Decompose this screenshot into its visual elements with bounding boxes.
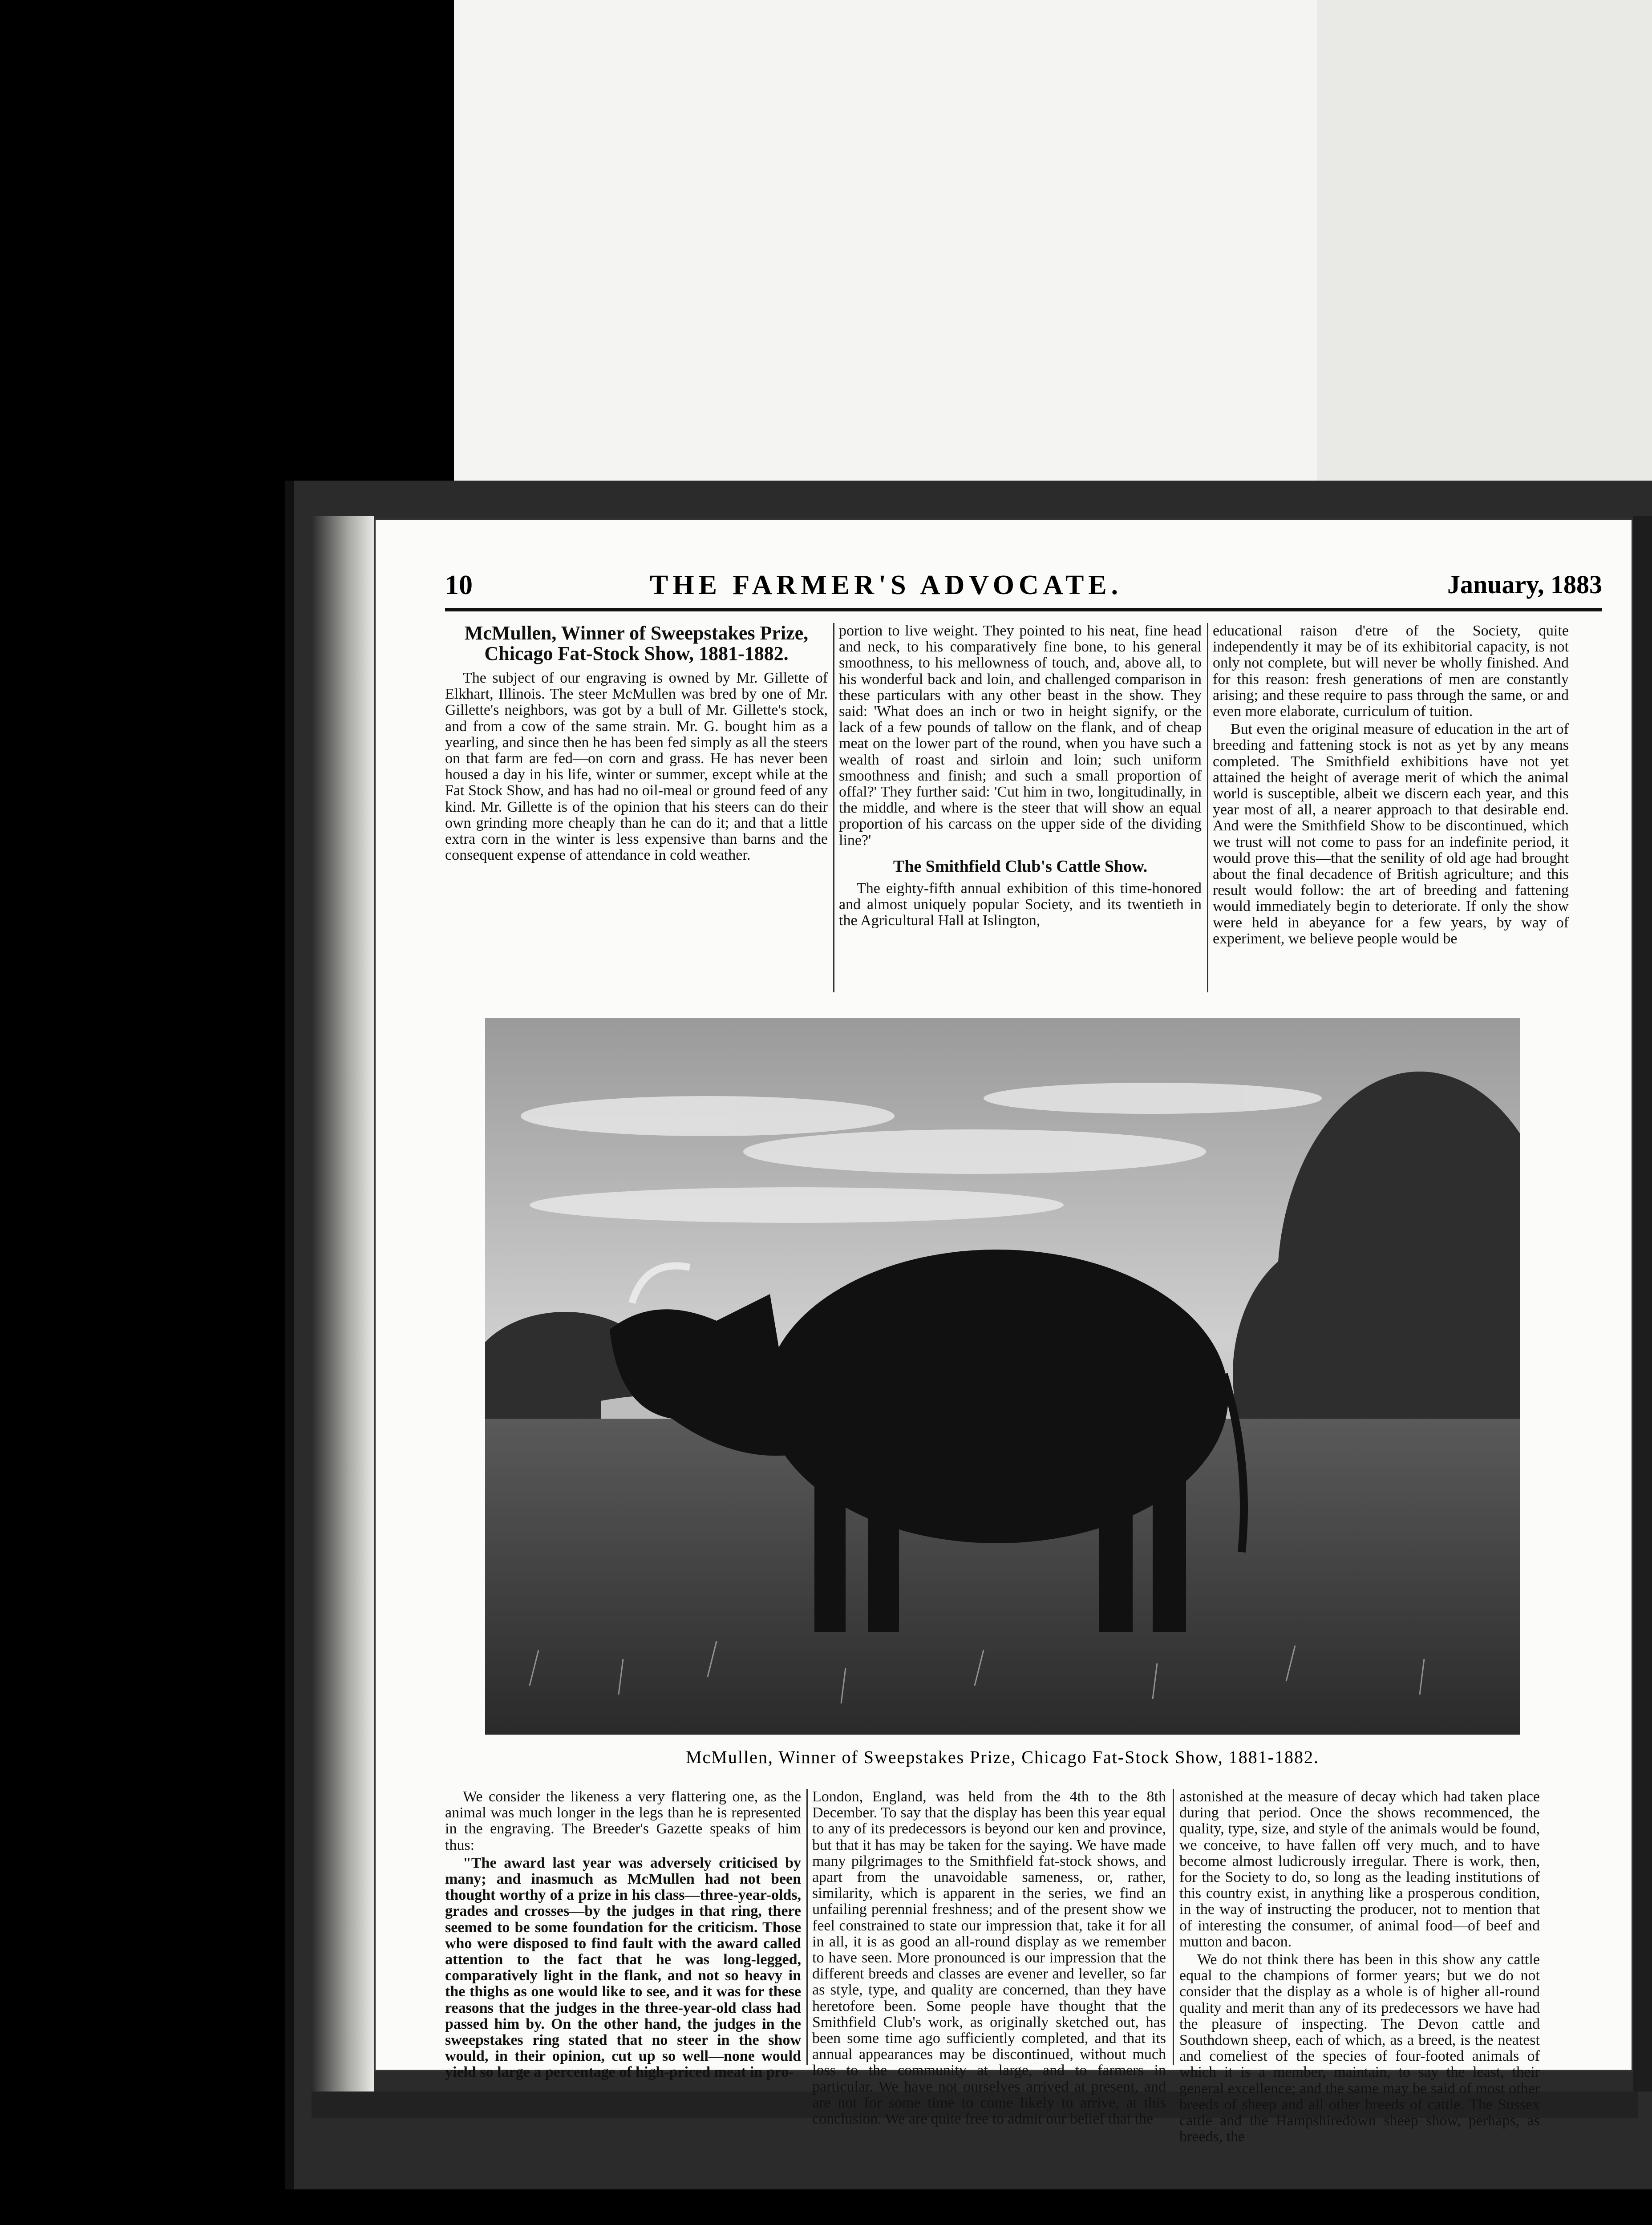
page-header [445, 570, 1602, 610]
article-text: educational raison d'etre of the Society, quite independently it may be of its exhibitorial capacity, is not only not complete, but will never be wholly finished. And for this reason: fresh generations of men are constantly arising; and these require to pass through the same, or and even more elaborate, curriculum of tuition. [1213, 623, 1569, 720]
publication-title: THE FARMER'S ADVOCATE. [650, 570, 1123, 600]
issue-date: January, 1883 [1447, 570, 1602, 599]
article-text: But even the original measure of education in the art of breeding and fattening stock is not as yet by any means completed. The Smithfield exhibitions have not yet attained the height of average merit of which the animal world is susceptible, albeit we discern each year, and this year most of all, a nearer approach to that desirable end. And were the Smithfield Show to be discontinued, which we trust will not come to pass for an indefinite period, it would prove this—that the senility of old age had brought about the final decadence of British agriculture; and this result would follow: the art of breeding and fattening would immediately begin to deteriorate. If only the show were held in abeyance for a few years, by way of experiment, we believe people would be [1213, 721, 1569, 947]
upper-column-1 [445, 623, 828, 865]
column-rule [833, 623, 834, 992]
lower-column-1 [445, 1789, 801, 2083]
page-gutter [312, 516, 374, 2092]
article-text: The subject of our engraving is owned by Mr. Gillette of Elkhart, Illinois. The steer McMullen was bred by one of Mr. Gillette's neighbors, was got by a bull of Mr. Gillette's stock, and from a cow of the same strain. Mr. G. bought him as a yearling, and since then he has been fed simply as all the steers on that farm are fed—on corn and grass. He has never been housed a day in his life, winter or summer, except while at the Fat Stock Show, and has had no oil-meal or ground feed of any kind. Mr. Gillette is of the opinion that his steers can do their own grinding more cheaply than he can do it; and that a little extra corn in the winter is less expensive than barns and the consequent expense of attendance in cold weather. [445, 670, 828, 864]
header-rule [445, 608, 1602, 611]
article-text: astonished at the measure of decay which had taken place during that period. Once the shows recommenced, the quality, type, size, and style of the animals would be found, we conceive, to have fallen off very much, and to have become almost ludicrously irregular. There is work, then, for the Society to do, so long as the leading institutions of this country exist, in anything like a prosperous condition, in the way of instructing the producer, not to mention that of interesting the consumer, of animal food—of beef and mutton and bacon. [1179, 1788, 1540, 1950]
engraving-illustration [485, 1018, 1520, 1735]
page-number: 10 [445, 570, 473, 600]
column-rule [806, 1789, 808, 2065]
lower-column-3 [1179, 1789, 1540, 2147]
article-text: London, England, was held from the 4th to the 8th December. To say that the display has been this year equal to any of its predecessors is beyond our ken and province, but that it has may be taken for the saying. We have made many pilgrimages to the Smithfield fat-stock shows, and apart from the unavoidable sameness, or, rather, similarity, which is apparent in the series, we find an unfailing perennial freshness; and of the present show we feel constrained to state our impression that, take it for all in all, it is as good an all-round display as we remember to have seen. More pronounced is our impression that the different breeds and classes are evener and leveller, so far as style, type, and quality are concerned, than they have heretofore been. Some people have thought that the Smithfield Club's work, as originally sketched out, has been some time ago sufficiently completed, and that its annual appearances may be discontinued, without much loss to the community at large, and to farmers in particular. We have not ourselves arrived at present, and are not for some time to come likely to arrive, at this conclusion. We are quite free to admit our belief that the [812, 1788, 1166, 2128]
column-rule [1173, 1789, 1174, 2065]
article-text: The eighty-fifth annual exhibition of this time-honored and almost uniquely popular Society, and its twentieth in the Agricultural Hall at Islington, [839, 880, 1202, 929]
article-text: We consider the likeness a very flattering one, as the animal was much longer in the legs than he is represented in the engraving. The Breeder's Gazette speaks of him thus: [445, 1788, 801, 1853]
article-text: We do not think there has been in this show any cattle equal to the champions of former years; but we do not consider that the display as a whole is of higher all-round quality and merit than any of its predecessors we have had the pleasure of inspecting. The Devon cattle and Southdown sheep, each of which, as a breed, is the neatest and comeliest of the species of four-footed animals of which it is a member, maintain, to say the least, their general excellence; and the same may be said of most other breeds of sheep and all other breeds of cattle. The Sussex cattle and the Hampshiredown sheep show, perhaps, as breeds, the [1179, 1951, 1540, 2145]
article-text: portion to live weight. They pointed to his neat, fine head and neck, to his comparatively fine bone, to his general smoothness, to his mellowness of touch, and, above all, to his wonderful back and loin, and challenged comparison in these particulars with any other beast in the show. They said: 'What does an inch or two in height signify, or the lack of a few pounds of tallow on the flank, and of cheap meat on the lower part of the round, when you have such a wealth of roast and sirloin and loin; such uniform smoothness and finish; and such a small proportion of offal?' They further said: 'Cut him in two, longitudinally, in the middle, and where is the steer that will show an equal proportion of his carcass on the upper side of the dividing line?' [839, 623, 1202, 849]
article-text: "The award last year was adversely criticised by many; and inasmuch as McMullen had not been thought worthy of a prize in his class—three-year-olds, grades and crosses—by the judges in that ring, there seemed to be some foundation for the criticism. Those who were disposed to find fault with the award called attention to the fact that he was long-legged, comparatively light in the flank, and not so heavy in the thighs as one would like to see, and it was for these reasons that the judges in the three-year-old class had passed him by. On the other hand, the judges in the sweepstakes ring stated that no steer in the show would, in their opinion, cut up so well—none would yield so large a percentage of high-priced meat in pro- [445, 1854, 801, 2081]
page-right-edge [1633, 516, 1652, 2092]
upper-column-2 [839, 623, 1202, 931]
lower-column-2 [812, 1789, 1166, 2129]
steer-engraving [485, 1018, 1520, 1735]
column-rule [1207, 623, 1208, 992]
upper-column-3 [1213, 623, 1569, 949]
previous-page-shade [1317, 0, 1652, 481]
article-title-mcmullen: McMullen, Winner of Sweepstakes Prize, Chicago Fat-Stock Show, 1881-1882. [464, 622, 809, 664]
article-title-smithfield: The Smithfield Club's Cattle Show. [893, 857, 1148, 876]
engraving-caption: McMullen, Winner of Sweepstakes Prize, Chicago Fat-Stock Show, 1881-1882. [685, 1747, 1320, 1767]
